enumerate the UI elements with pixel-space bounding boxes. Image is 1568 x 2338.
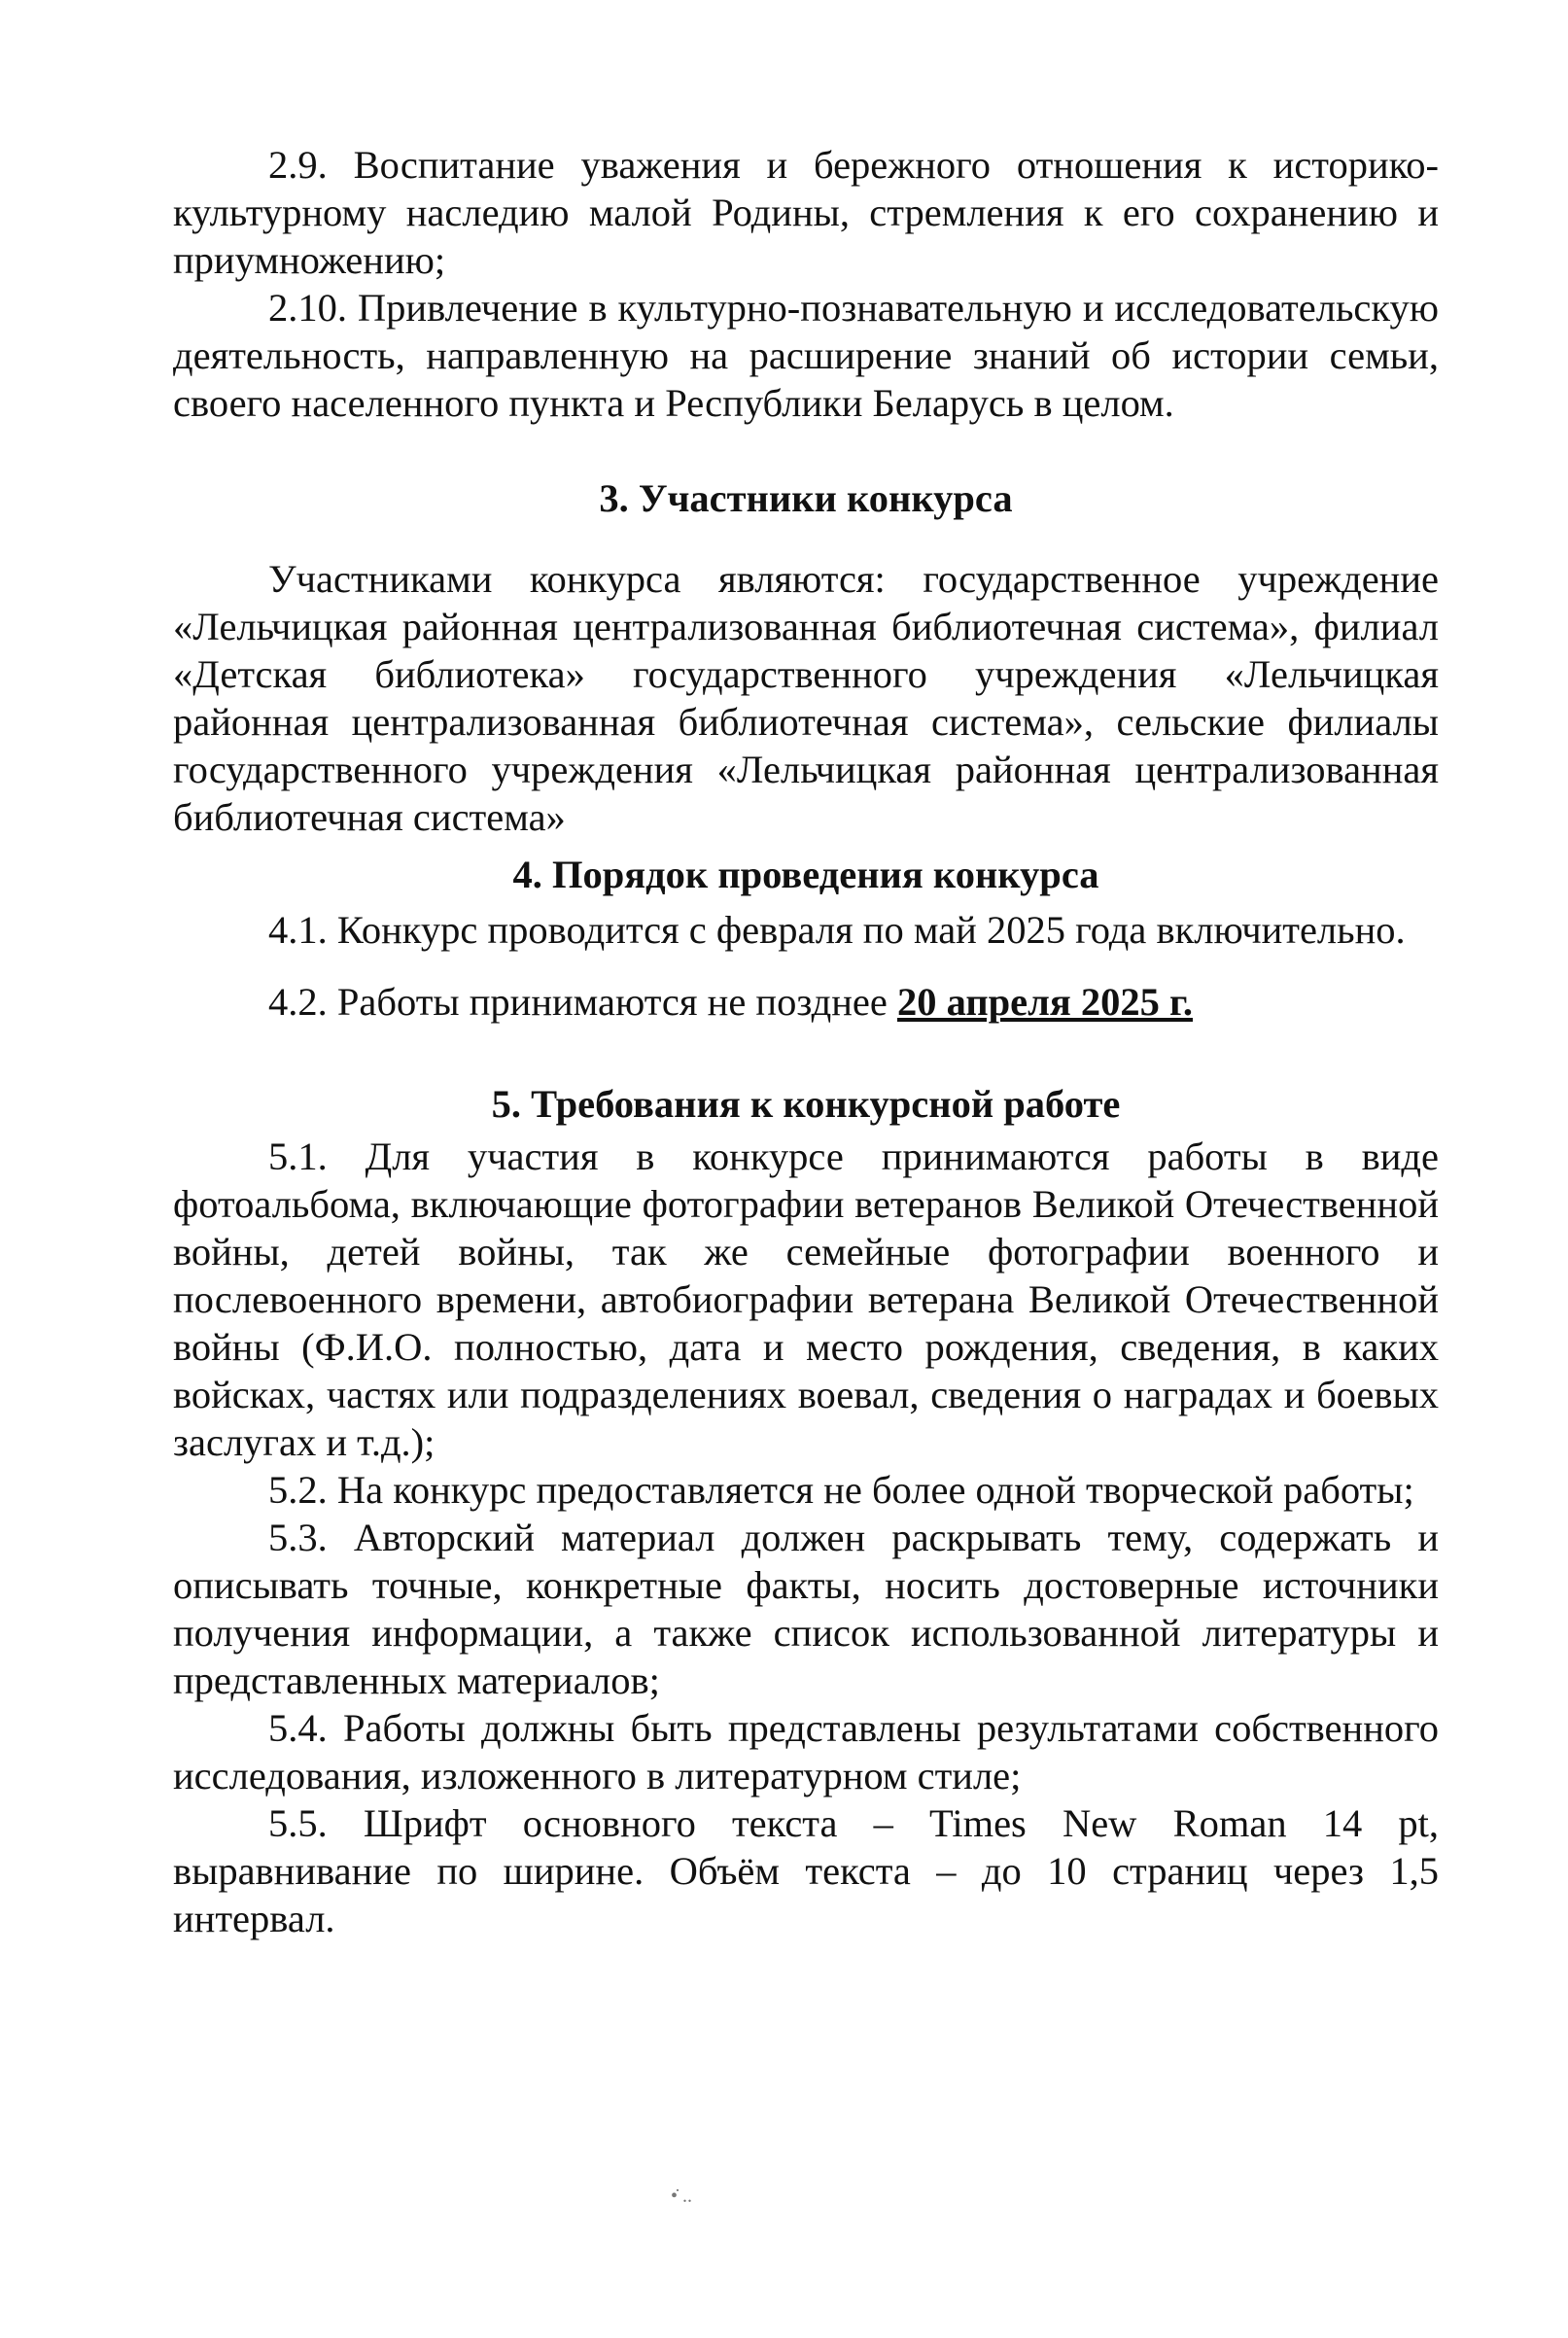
section-3-heading: 3. Участники конкурса bbox=[599, 476, 1013, 520]
section-4-heading: 4. Порядок проведения конкурса bbox=[512, 853, 1099, 896]
footer-mark: •̇ .. bbox=[671, 2185, 693, 2207]
paragraph-4-2 bbox=[173, 978, 1439, 1026]
paragraph-5-5: 5.5. Шрифт основного текста – Times New Roman 14 pt, выравнивание по ширине. Объём текста – до 10 страниц через 1,5 интервал. bbox=[173, 1801, 1439, 1940]
paragraph-5-4: 5.4. Работы должны быть представлены результатами собственного исследования, изложенного в литературном стиле; bbox=[173, 1706, 1439, 1797]
section-5-heading: 5. Требования к конкурсной работе bbox=[491, 1082, 1121, 1126]
paragraph-2-9: 2.9. Воспитание уважения и бережного отношения к историко-культурному наследию малой Родины, стремления к его сохранению и приумножению; bbox=[173, 143, 1439, 282]
paragraph-4-2-text: 4.2. Работы принимаются не позднее bbox=[268, 980, 897, 1024]
deadline-date: 20 апреля 2025 г. bbox=[896, 980, 1193, 1024]
paragraph-5-2: 5.2. На конкурс предоставляется не более одной творческой работы; bbox=[268, 1468, 1414, 1512]
section-3-text: Участниками конкурса являются: государственное учреждение «Лельчицкая районная централизованная библиотечная система», филиал «Детская библиотека» государственного учреждения «Лельчицкая районная централизованная библиотечная система», сельские филиалы государственного учреждения «Лельчицкая районная централизованная библиотечная система» bbox=[173, 557, 1439, 839]
paragraph-2-10: 2.10. Привлечение в культурно-познавательную и исследовательскую деятельность, направленную на расширение знаний об истории семьи, своего населенного пункта и Республики Беларусь в целом. bbox=[173, 286, 1439, 425]
paragraph-4-1: 4.1. Конкурс проводится с февраля по май 2025 года включительно. bbox=[268, 908, 1406, 952]
paragraph-5-3: 5.3. Авторский материал должен раскрывать тему, содержать и описывать точные, конкретные факты, носить достоверные источники получения информации, а также список использованной литературы и представленных материалов; bbox=[173, 1516, 1439, 1702]
document-page bbox=[173, 141, 1439, 1942]
paragraph-5-1: 5.1. Для участия в конкурсе принимаются работы в виде фотоальбома, включающие фотографии ветеранов Великой Отечественной войны, детей войны, так же семейные фотографии военного и послевоенного времени, автобиографии ветерана Великой Отечественной войны (Ф.И.О. полностью, дата и место рождения, сведения, в каких войсках, частях или подразделениях воевал, сведения о наградах и боевых заслугах и т.д.); bbox=[173, 1134, 1439, 1464]
